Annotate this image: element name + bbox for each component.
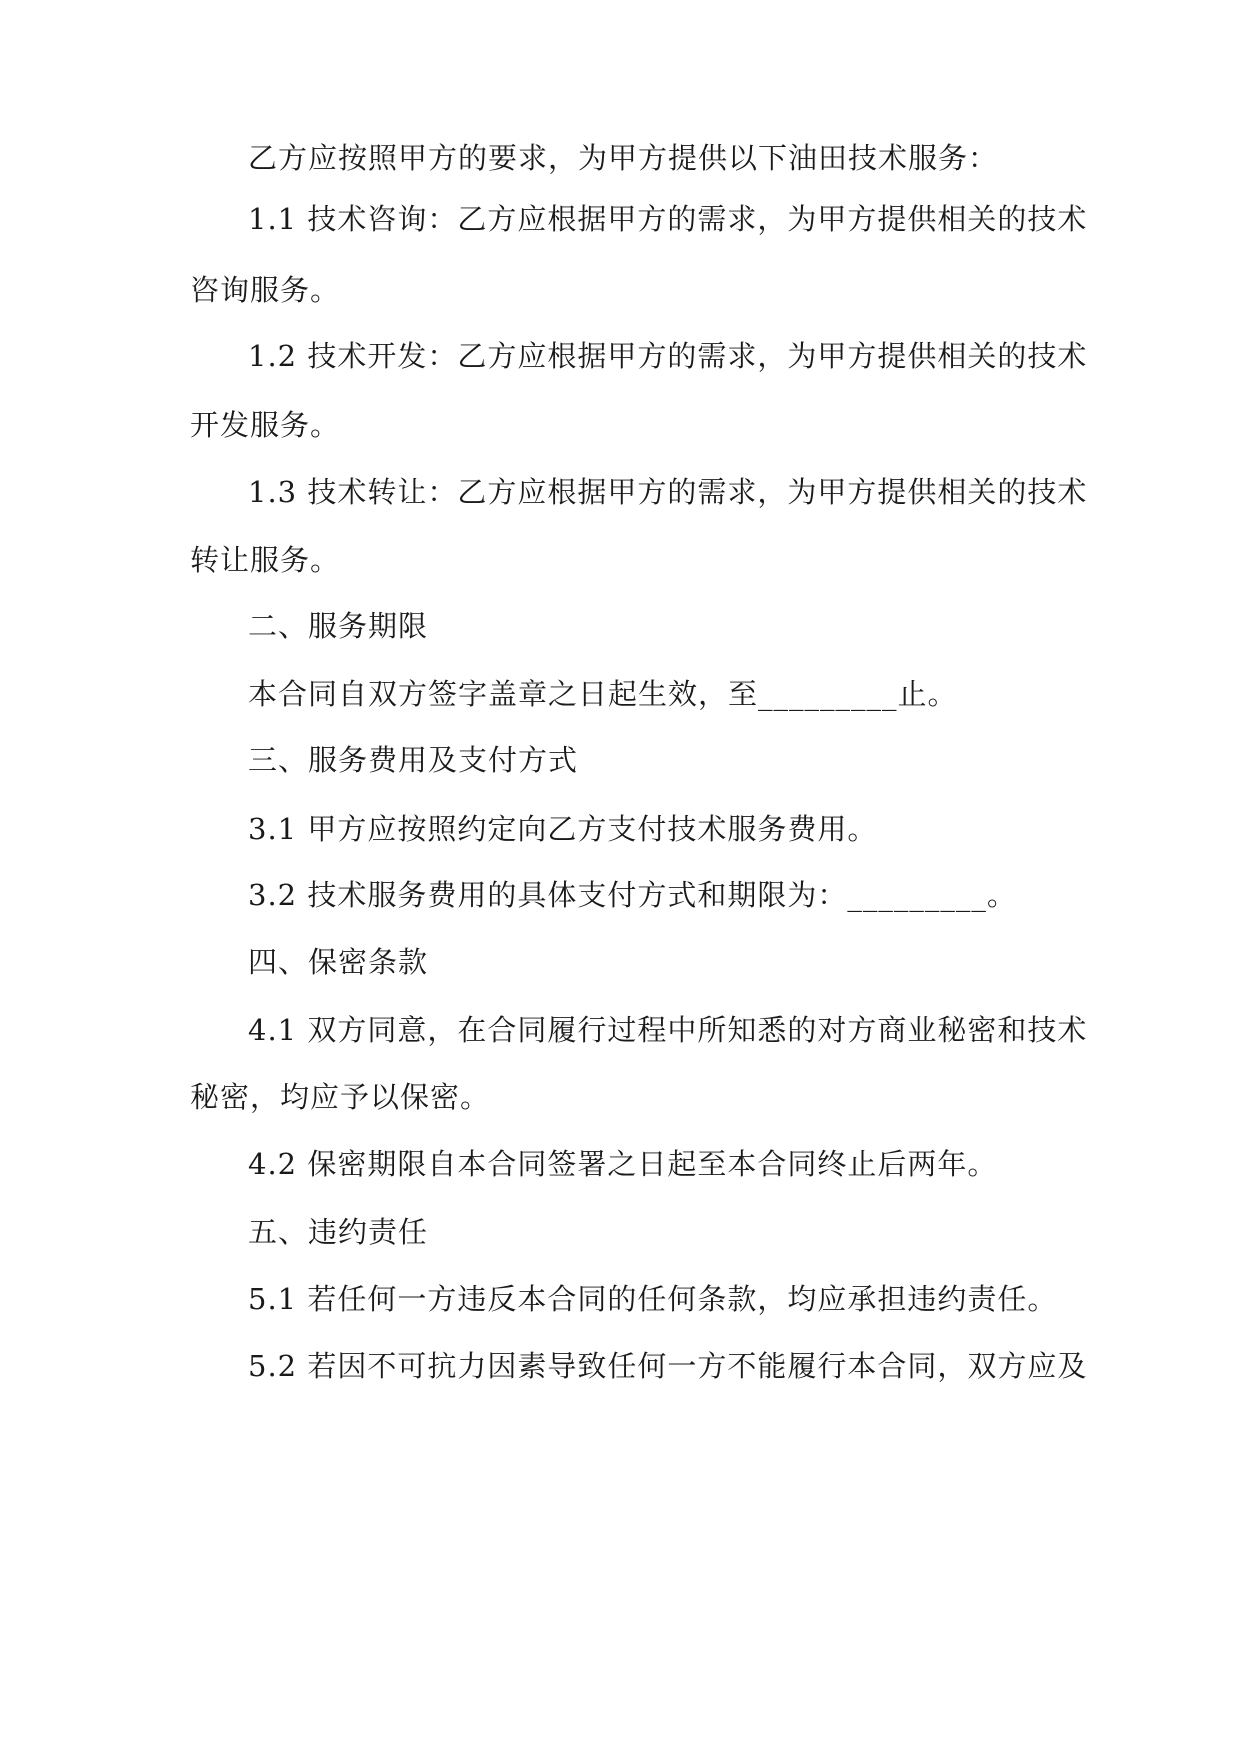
clause-4-1-line-2: 秘密，均应予以保密。 — [190, 1080, 491, 1114]
clause-5-2-line-1: 5.2 若因不可抗力因素导致任何一方不能履行本合同，双方应及 — [248, 1349, 1088, 1383]
clause-3-2: 3.2 技术服务费用的具体支付方式和期限为：_________。 — [248, 878, 1017, 912]
clause-1-3-line-2: 转让服务。 — [190, 543, 341, 577]
clause-1-1-line-2: 咨询服务。 — [190, 273, 341, 307]
intro-paragraph: 乙方应按照甲方的要求，为甲方提供以下油田技术服务： — [248, 141, 999, 175]
clause-1-2-line-1: 1.2 技术开发：乙方应根据甲方的需求，为甲方提供相关的技术 — [248, 339, 1088, 373]
clause-1-3-line-1: 1.3 技术转让：乙方应根据甲方的需求，为甲方提供相关的技术 — [248, 475, 1088, 509]
section-5-heading: 五、违约责任 — [248, 1215, 429, 1249]
clause-4-1-line-1: 4.1 双方同意，在合同履行过程中所知悉的对方商业秘密和技术 — [248, 1013, 1088, 1047]
clause-1-2-line-2: 开发服务。 — [190, 408, 341, 442]
section-3-heading: 三、服务费用及支付方式 — [248, 743, 579, 777]
clause-3-1: 3.1 甲方应按照约定向乙方支付技术服务费用。 — [248, 812, 878, 846]
section-2-text: 本合同自双方签字盖章之日起生效，至_________止。 — [248, 677, 958, 711]
section-2-heading: 二、服务期限 — [248, 609, 429, 643]
clause-5-1: 5.1 若任何一方违反本合同的任何条款，均应承担违约责任。 — [248, 1282, 1058, 1316]
section-4-heading: 四、保密条款 — [248, 945, 429, 979]
clause-4-2: 4.2 保密期限自本合同签署之日起至本合同终止后两年。 — [248, 1147, 998, 1181]
clause-1-1-line-1: 1.1 技术咨询：乙方应根据甲方的需求，为甲方提供相关的技术 — [248, 202, 1088, 236]
